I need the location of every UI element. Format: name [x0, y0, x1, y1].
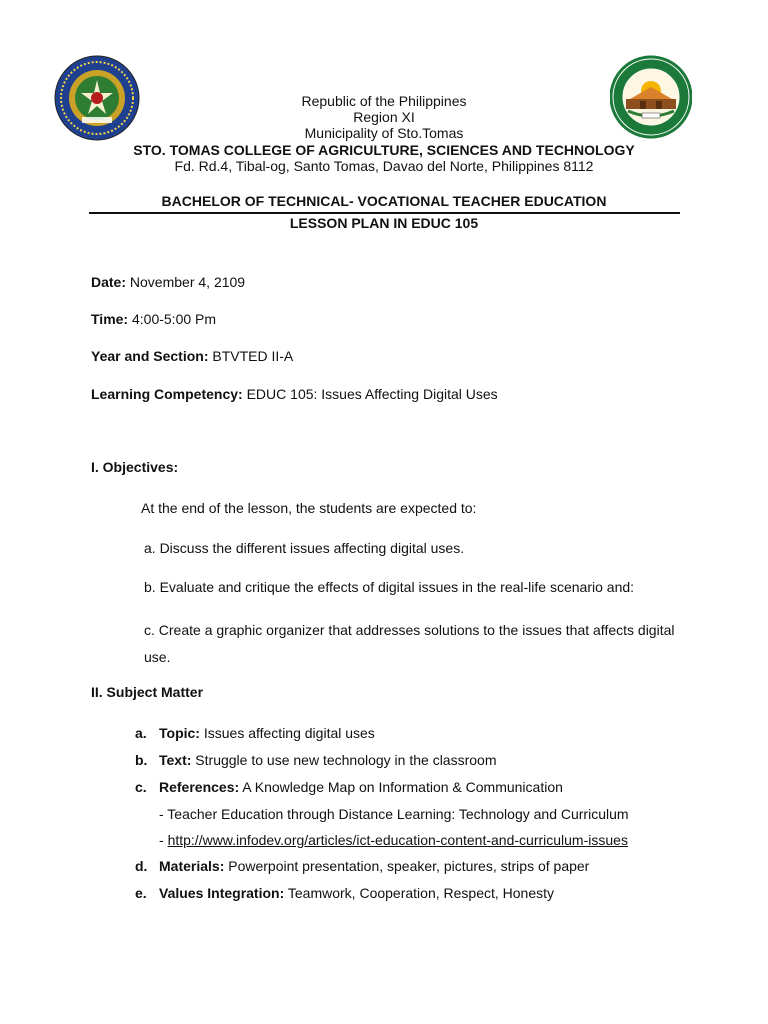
reference-link-line — [159, 831, 628, 849]
reference-line: - Teacher Education through Distance Learning: Technology and Curriculum — [159, 806, 629, 822]
references-item — [135, 778, 563, 796]
topic-item — [135, 724, 375, 742]
item-letter: d. — [135, 858, 148, 874]
references-label: References: — [159, 779, 240, 795]
reference-link[interactable]: http://www.infodev.org/articles/ict-education-content-and-curriculum-issues — [167, 832, 628, 848]
date-label: Date: — [91, 274, 127, 290]
date-field — [91, 273, 245, 291]
text-item — [135, 751, 496, 769]
learning-competency-field — [91, 385, 498, 403]
institution-address: Fd. Rd.4, Tibal-og, Santo Tomas, Davao del Norte, Philippines 8112 — [174, 158, 594, 174]
region-line: Region XI — [353, 109, 415, 125]
objective-item: a. Discuss the different issues affecting digital uses. — [144, 540, 465, 556]
values-integration-item — [135, 884, 554, 902]
item-letter: e. — [135, 885, 147, 901]
materials-label: Materials: — [159, 858, 225, 874]
learning-competency-label: Learning Competency: — [91, 386, 243, 402]
year-section-value: BTVTED II-A — [208, 348, 294, 364]
subject-matter-heading: II. Subject Matter — [91, 684, 204, 700]
text-label: Text: — [159, 752, 192, 768]
year-section-field — [91, 347, 293, 365]
institution-name: STO. TOMAS COLLEGE OF AGRICULTURE, SCIENCES AND TECHNOLOGY — [133, 142, 635, 158]
time-field — [91, 310, 216, 328]
item-letter: c. — [135, 779, 147, 795]
country-line: Republic of the Philippines — [301, 93, 467, 109]
time-label: Time: — [91, 311, 129, 327]
objectives-intro: At the end of the lesson, the students are expected to: — [141, 500, 477, 516]
program-title: BACHELOR OF TECHNICAL- VOCATIONAL TEACHER EDUCATION — [161, 193, 607, 209]
references-value: A Knowledge Map on Information & Communication — [239, 779, 563, 795]
title-divider — [89, 212, 680, 214]
date-value: November 4, 2109 — [126, 274, 246, 290]
lesson-plan-title: LESSON PLAN IN EDUC 105 — [289, 215, 479, 231]
objective-item: c. Create a graphic organizer that addresses solutions to the issues that affects digital use. — [144, 622, 675, 665]
time-value: 4:00-5:00 Pm — [128, 311, 217, 327]
topic-value: Issues affecting digital uses — [199, 725, 375, 741]
objective-item: b. Evaluate and critique the effects of digital issues in the real-life scenario and: — [144, 579, 635, 595]
municipality-line: Municipality of Sto.Tomas — [304, 125, 464, 141]
year-section-label: Year and Section: — [91, 348, 209, 364]
values-integration-value: Teamwork, Cooperation, Respect, Honesty — [284, 885, 555, 901]
learning-competency-value: EDUC 105: Issues Affecting Digital Uses — [242, 386, 498, 402]
item-letter: b. — [135, 752, 148, 768]
objectives-heading: I. Objectives: — [91, 459, 179, 475]
topic-label: Topic: — [159, 725, 200, 741]
materials-item — [135, 857, 589, 875]
item-letter: a. — [135, 725, 147, 741]
reference-prefix: - — [159, 832, 168, 848]
materials-value: Powerpoint presentation, speaker, pictures, strips of paper — [224, 858, 590, 874]
text-value: Struggle to use new technology in the classroom — [191, 752, 497, 768]
values-integration-label: Values Integration: — [159, 885, 285, 901]
